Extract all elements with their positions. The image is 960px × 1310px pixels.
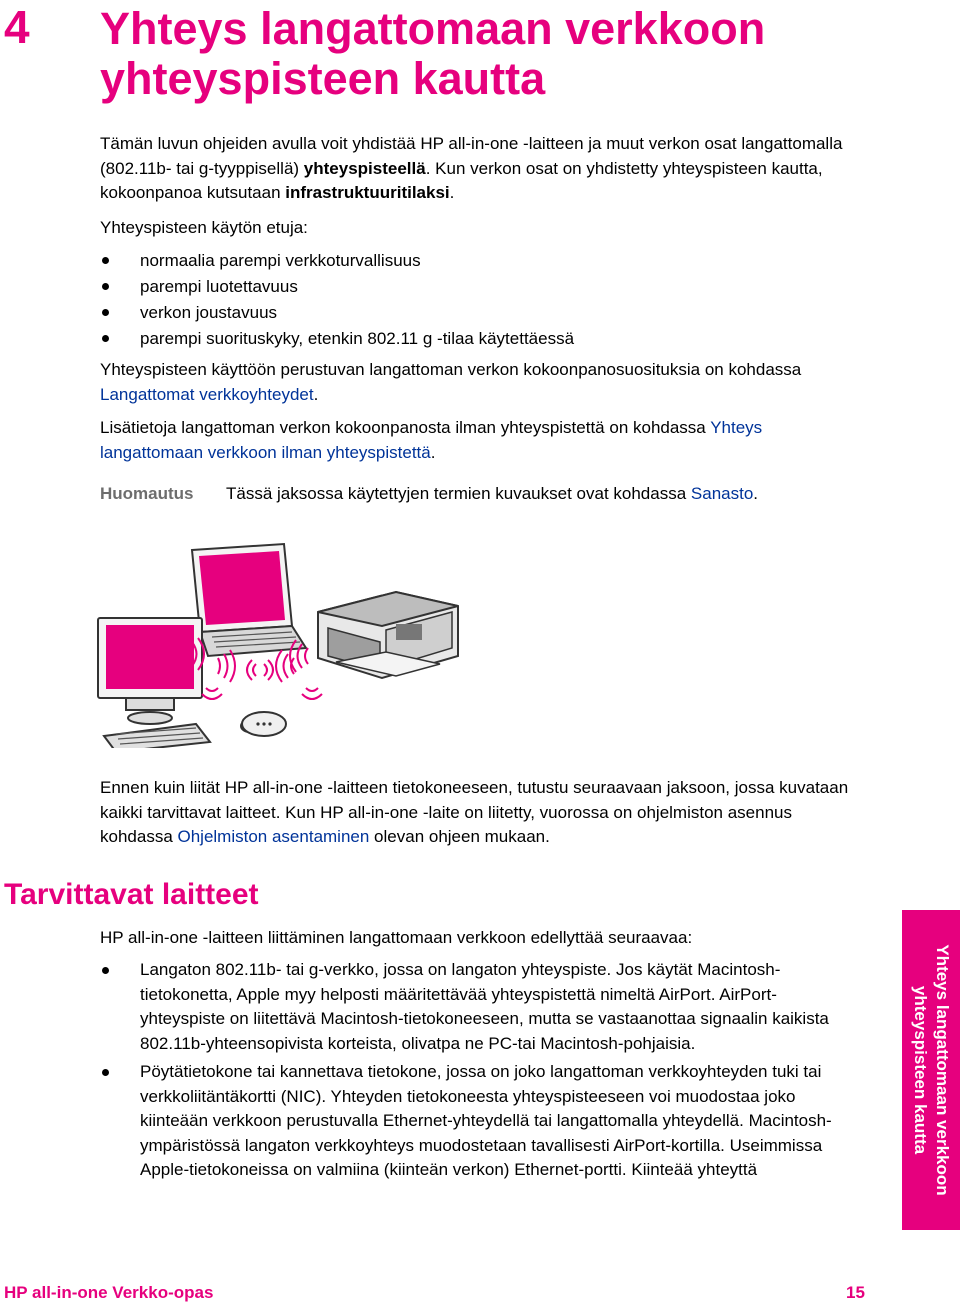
- access-point-icon: [242, 712, 286, 736]
- link-adhoc-connection[interactable]: Yhteys langattomaan verkkoon ilman yhteyspistettä: [100, 418, 763, 462]
- link-install-software[interactable]: Ohjelmiston asentaminen: [177, 827, 370, 846]
- laptop-icon: [192, 544, 306, 656]
- list-item: verkon joustavuus: [100, 300, 860, 326]
- chapter-number: 4: [4, 1, 30, 53]
- link-wireless-connections[interactable]: Langattomat verkkoyhteydet: [100, 384, 314, 404]
- list-item: normaalia parempi verkkoturvallisuus: [100, 248, 860, 274]
- list-item: Langaton 802.11b- tai g-verkko, jossa on langaton yhteyspiste. Jos käytät Macintosh-tietokonetta, Apple myy helposti määritettävää yhteyspistettä nimeltä AirPort. AirPort-yhteyspiste on liitettävä Macintosh-tietokoneeseen, mutta se vastaanottaa signaalin kaikista 802.11b-yhteensopivista korteista, olivatpa ne PC-tai Macintosh-pohjaisia.: [100, 958, 860, 1056]
- page-number: 15: [846, 1283, 865, 1302]
- link-glossary[interactable]: Sanasto: [690, 484, 754, 503]
- recommendations-paragraph: Yhteyspisteen käyttöön perustuvan langattoman verkon kokoonpanosuosituksia on kohdassa Langattomat verkkoyhteydet.: [100, 360, 802, 404]
- benefits-heading: Yhteyspisteen käytön etuja:: [100, 218, 308, 237]
- term-access-point: yhteyspisteellä: [303, 158, 426, 178]
- note: Huomautus Tässä jaksossa käytettyjen termien kuvaukset ovat kohdassa Sanasto.: [100, 482, 900, 507]
- printer-icon: [318, 592, 458, 678]
- list-item: Pöytätietokone tai kannettava tietokone, jossa on joko langattoman verkkoyhteyden tuki tai verkkoliitäntäkortti (NIC). Yhteyden tietokoneesta yhteyspisteeseen voi muodostaa joko kiinteään verkkoon perustuvalla Ethernet-yhteydellä tai langattomalla yhteydellä. Macintosh-ympäristössä langaton verkkoyhteys muodostetaan tavallisesti AirPort-kortilla. Useimmissa Apple-tietokoneissa on valmiina (kiinteän verkon) Ethernet-portti. Kiinteää yhteyttä: [100, 1060, 860, 1183]
- chapter-title-line1: Yhteys langattomaan verkkoon: [100, 3, 766, 54]
- benefits-list: [100, 248, 860, 352]
- chapter-title-line2: yhteyspisteen kautta: [100, 53, 546, 104]
- side-tab-label: Yhteys langattomaan verkkoon yhteyspisteen kautta: [911, 944, 952, 1196]
- chapter-side-tab: [902, 910, 960, 1230]
- list-item: parempi suorituskyky, etenkin 802.11 g -tilaa käytettäessä: [100, 326, 860, 352]
- section-title: Tarvittavat laitteet: [4, 878, 259, 911]
- footer-title: HP all-in-one Verkko-opas: [4, 1283, 214, 1302]
- section-intro: HP all-in-one -laitteen liittäminen langattomaan verkkoon edellyttää seuraavaa:: [100, 928, 693, 947]
- chapter-title: [100, 4, 940, 104]
- more-info-paragraph: Lisätietoja langattoman verkon kokoonpanosta ilman yhteyspistettä on kohdassa Yhteys langattomaan verkkoon ilman yhteyspistettä.: [100, 418, 763, 462]
- list-item: parempi luotettavuus: [100, 274, 860, 300]
- note-label: Huomautus: [100, 484, 194, 503]
- intro-paragraph: Tämän luvun ohjeiden avulla voit yhdistää HP all-in-one -laitteen ja muut verkon osat langattomalla (802.11b- tai g-tyyppisellä) yhteyspisteellä. Kun verkon osat on yhdistetty yhteyspisteen kautta, kokoonpanoa kutsutaan infrastruktuuritilaksi.: [100, 134, 843, 202]
- before-connecting-paragraph: Ennen kuin liität HP all-in-one -laitteen tietokoneeseen, tutustu seuraavaan jaksoon, jossa kuvataan kaikki tarvittavat laitteet. Kun HP all-in-one -laite on liitetty, vuorossa on ohjelmiston asennus kohdassa Ohjelmiston asentaminen olevan ohjeen mukaan.: [100, 778, 849, 846]
- term-infrastructure-mode: infrastruktuuritilaksi: [285, 183, 450, 202]
- requirements-list: [100, 958, 860, 1183]
- network-illustration: [96, 538, 676, 748]
